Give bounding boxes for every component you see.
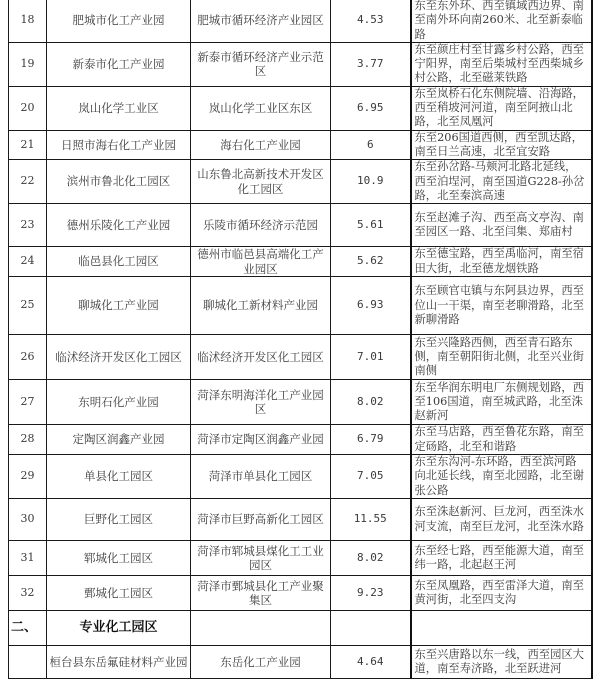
- row-index: 32: [9, 576, 47, 611]
- approved-name: 菏泽市鄄城县化工产业聚集区: [191, 576, 331, 611]
- row-index: 18: [9, 0, 47, 42]
- row-index: 20: [9, 86, 47, 130]
- table-row: [9, 380, 592, 425]
- park-name: 临沭经济开发区化工园区: [47, 335, 191, 380]
- approved-name: 临沭经济开发区化工园区: [191, 335, 331, 380]
- area-sqkm: 6.93: [331, 277, 411, 335]
- table-row: [9, 247, 592, 277]
- table-row: [9, 335, 592, 380]
- boundary-description: 东至东沟河-东环路，西至滨河路向北延长线，南至北园路，北至谢张公路: [411, 455, 592, 499]
- boundary-description: 东至经七路，西至能源大道，南至纬一路，北起赵王河: [411, 541, 592, 576]
- park-name: 郓城化工园区: [47, 541, 191, 576]
- empty-cell: [191, 611, 331, 646]
- table-body: [9, 0, 592, 679]
- approved-name: 菏泽市郓城县煤化工工业园区: [191, 541, 331, 576]
- area-sqkm: 5.62: [331, 247, 411, 277]
- table-row: [9, 42, 592, 86]
- area-sqkm: 8.02: [331, 541, 411, 576]
- row-index: 19: [9, 42, 47, 86]
- row-index: 22: [9, 160, 47, 204]
- row-index: 31: [9, 541, 47, 576]
- row-index: 30: [9, 499, 47, 541]
- row-index: 29: [9, 455, 47, 499]
- park-name: 东明石化产业园: [47, 380, 191, 425]
- area-sqkm: 11.55: [331, 499, 411, 541]
- boundary-description: 东至兴唐路以东一线，西至园区大道，南至寿济路，北至跃进河: [411, 646, 592, 679]
- table-row: [9, 0, 592, 42]
- approved-name: 菏泽东明海洋化工产业园区: [191, 380, 331, 425]
- park-name: 单县化工园区: [47, 455, 191, 499]
- approved-name: 新泰市循环经济产业示范区: [191, 42, 331, 86]
- park-name: 桓台县东岳氟硅材料产业园: [47, 646, 191, 679]
- park-name: 岚山化学工业区: [47, 86, 191, 130]
- boundary-description: 东至东外环、西至镇域西边界、南至南外环向南260米、北至新泰临路: [411, 0, 592, 42]
- boundary-description: 东至岚桥石化东侧院墙、沿海路，西至稍坡河河道，南至阿掖山北路，北至凤凰河: [411, 86, 592, 130]
- area-sqkm: 7.05: [331, 455, 411, 499]
- approved-name: 海右化工产业园: [191, 130, 331, 160]
- table-row: [9, 455, 592, 499]
- table-row: [9, 425, 592, 455]
- table-row: [9, 86, 592, 130]
- section-header-row: [9, 611, 592, 646]
- park-name: 德州乐陵化工产业园: [47, 204, 191, 247]
- section-index: 二、: [9, 611, 47, 646]
- boundary-description: 东至206国道西侧，西至凯达路，南至日兰高速，北至宜安路: [411, 130, 592, 160]
- table-row: [9, 646, 592, 679]
- area-sqkm: 4.53: [331, 0, 411, 42]
- row-index: 21: [9, 130, 47, 160]
- approved-name: 乐陵市循环经济示范园: [191, 204, 331, 247]
- boundary-description: 东至颜庄村至甘露乡村公路，西至宁阳界，南至后柴城村至西柴城乡村公路，北至磁莱铁路: [411, 42, 592, 86]
- table-row: [9, 204, 592, 247]
- approved-name: 肥城市循环经济产业园区: [191, 0, 331, 42]
- row-index: 25: [9, 277, 47, 335]
- chemical-park-table: [8, 0, 593, 679]
- boundary-description: 东至顾官屯镇与东阿县边界，西至位山一干渠，南至老聊滑路，北至新聊滑路: [411, 277, 592, 335]
- empty-cell: [331, 611, 411, 646]
- park-name: 巨野化工园区: [47, 499, 191, 541]
- row-index: 24: [9, 247, 47, 277]
- park-name: 临邑县化工园区: [47, 247, 191, 277]
- table-row: [9, 541, 592, 576]
- park-name: 滨州市鲁北化工园区: [47, 160, 191, 204]
- boundary-description: 东至华润东明电厂东侧规划路，西至106国道，南至城武路，北至洙赵新河: [411, 380, 592, 425]
- area-sqkm: 5.61: [331, 204, 411, 247]
- approved-name: 东岳化工产业园: [191, 646, 331, 679]
- area-sqkm: 3.77: [331, 42, 411, 86]
- boundary-description: 东至赵滩子沟、西至高文亭沟、南至园区一路、北至闫集、郑庙村: [411, 204, 592, 247]
- row-index: [9, 646, 47, 679]
- park-name: 日照市海右化工产业园: [47, 130, 191, 160]
- boundary-description: 东至凤凰路，西至雷泽大道，南至黄河街，北至四支沟: [411, 576, 592, 611]
- empty-cell: [411, 611, 592, 646]
- table-row: [9, 160, 592, 204]
- area-sqkm: 6.95: [331, 86, 411, 130]
- approved-name: 岚山化学工业区东区: [191, 86, 331, 130]
- area-sqkm: 4.64: [331, 646, 411, 679]
- park-name: 聊城化工产业园: [47, 277, 191, 335]
- area-sqkm: 9.23: [331, 576, 411, 611]
- approved-name: 山东鲁北高新技术开发区化工园区: [191, 160, 331, 204]
- park-name: 鄄城化工园区: [47, 576, 191, 611]
- row-index: 23: [9, 204, 47, 247]
- park-name: 肥城市化工产业园: [47, 0, 191, 42]
- approved-name: 菏泽市定陶区润鑫产业园: [191, 425, 331, 455]
- boundary-description: 东至孙岔路-马颊河北路北延线，西至泊埕河，南至国道G228-孙岔路，北至秦滨高速: [411, 160, 592, 204]
- area-sqkm: 6: [331, 130, 411, 160]
- table-row: [9, 499, 592, 541]
- table-row: [9, 576, 592, 611]
- section-title: 专业化工园区: [47, 611, 191, 646]
- area-sqkm: 8.02: [331, 380, 411, 425]
- row-index: 26: [9, 335, 47, 380]
- table-row: [9, 130, 592, 160]
- boundary-description: 东至洙赵新河、巨龙河，西至洙水河支流，南至巨龙河，北至洙水路: [411, 499, 592, 541]
- park-name: 定陶区润鑫产业园: [47, 425, 191, 455]
- approved-name: 菏泽市巨野高新化工园区: [191, 499, 331, 541]
- boundary-description: 东至马店路，西至鲁花东路，南至定砀路，北至和谐路: [411, 425, 592, 455]
- approved-name: 聊城化工新材料产业园: [191, 277, 331, 335]
- table-row: [9, 277, 592, 335]
- area-sqkm: 7.01: [331, 335, 411, 380]
- area-sqkm: 6.79: [331, 425, 411, 455]
- park-name: 新泰市化工产业园: [47, 42, 191, 86]
- boundary-description: 东至德宝路，西至禹临河，南至宿田大街，北至德龙烟铁路: [411, 247, 592, 277]
- row-index: 27: [9, 380, 47, 425]
- row-index: 28: [9, 425, 47, 455]
- boundary-description: 东至兴隆路西侧，西至青石路东侧，南至朝阳街北侧，北至兴业街南侧: [411, 335, 592, 380]
- approved-name: 菏泽市单县化工园区: [191, 455, 331, 499]
- area-sqkm: 10.9: [331, 160, 411, 204]
- approved-name: 德州市临邑县高端化工产业园区: [191, 247, 331, 277]
